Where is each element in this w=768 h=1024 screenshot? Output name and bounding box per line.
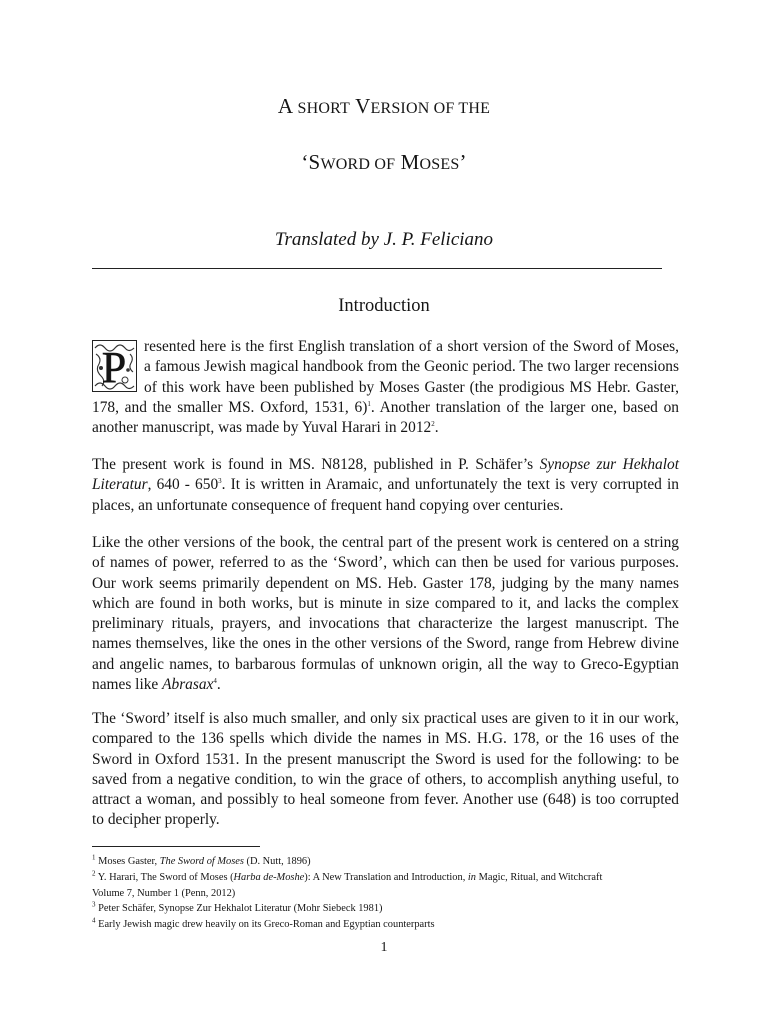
paragraph-3: Like the other versions of the book, the central part of the present work is centered on a string of names of power, referred to as the ‘Sword’, which can then be used for various purposes. Our work seems primarily dependent on MS. Heb. Gaster 178, judging by the many names which are found in both works, but is minute in size compared to it, and lacks the complex preliminary rituals, prayers, and invocations that characterize the largest manuscript. The names themselves, like the ones in the other versions of the Sword, range from Hebrew divine and angelic names, to barbarous formulas of unknown origin, all the way to Greco-Egyptian names like Abrasax$^4$. <box>92 534 679 694</box>
title-line-2 <box>0 150 768 175</box>
title-cap-a: A <box>277 94 293 118</box>
introduction-heading: Introduction <box>338 296 430 316</box>
paragraph-2: The present work is found in MS. N8128, published in P. Schäfer’s Synopse zur Hekhalot Literatur, $640 - 650^3$. It is written in Aramaic, and unfortunately the text is very corrupted in places, an unfortunate consequence of frequent hand copying over centuries. <box>92 456 679 514</box>
title-close-quote: ’ <box>459 150 467 174</box>
footnote-2: $^2$ Y. Harari, The Sword of Moses (Harba de-Moshe): A New Translation and Introduction, in Magic, Ritual, and Witchcraft <box>92 869 603 883</box>
paragraph-1: P resented here is the first English translation of a short version of the Sword of Moses, a famous Jewish magical handbook from the Geonic period. The two larger recensions of this work have been published by Moses Gaster (the prodigious MS Hebr. Gaster, 178, and the smaller MS. Oxford, 1531, 6)$^1$. Another translation of the larger one, based on another manuscript, was made by Yuval Harari in 2012$^2$. <box>92 338 679 437</box>
title-smallcaps-short: SHORT <box>297 100 351 117</box>
title-cap-v: V <box>355 94 371 118</box>
title-open-quote: ‘ <box>301 150 309 174</box>
page-number: 1 <box>380 940 388 955</box>
italic-abrasax: Abrasax <box>162 676 214 694</box>
footnote-ref-4: 4 <box>213 676 217 685</box>
footnote-2-continuation: Volume 7, Number 1 (Penn, 2012) <box>92 887 236 899</box>
footnote-divider <box>92 846 260 847</box>
footnote-3: $^3$ Peter Schäfer, Synopse Zur Hekhalot Literatur (Mohr Siebeck 1981) <box>92 900 383 915</box>
footnote-ref-1: 1 <box>367 399 371 408</box>
footnote-4: $^4$ Early Jewish magic drew heavily on its Greco-Roman and Egyptian counterparts <box>92 916 435 931</box>
footnote-ref-2: 2 <box>431 420 435 429</box>
title-smallcaps-ersion: ERSION OF THE <box>370 100 491 117</box>
translator-byline: Translated by J. P. Feliciano <box>274 229 494 250</box>
title-cap-s: S <box>308 150 321 174</box>
footnote-ref-3: 3 <box>218 477 222 486</box>
title-line-1 <box>0 94 768 119</box>
italic-title-synopse: Synopse zur Hekhalot Literatur <box>92 456 679 494</box>
title-divider <box>92 268 662 269</box>
dropcap-letter: P <box>101 343 127 392</box>
footnote-1: $^1$ Moses Gaster, The Sword of Moses (D. Nutt, 1896) <box>92 853 311 867</box>
title-smallcaps-word: WORD OF <box>320 156 396 173</box>
footnotes <box>92 854 692 933</box>
title-smallcaps-oses: OSES <box>419 156 460 173</box>
paragraph-4: The ‘Sword’ itself is also much smaller, and only six practical uses are given to it in our work, compared to the 136 spells which divide the names in MS. H.G. 178, or the 16 uses of the Sword in Oxford 1531. In the present manuscript the Sword is used for the following: to be saved from a negative condition, to win the grace of others, to accomplish anything useful, to attract a woman, and possibly to heal someone from fever. Another use (648) is too corrupted to decipher properly. <box>92 710 679 829</box>
title-cap-m: M <box>400 150 420 174</box>
ornamental-dropcap-icon <box>92 340 137 392</box>
